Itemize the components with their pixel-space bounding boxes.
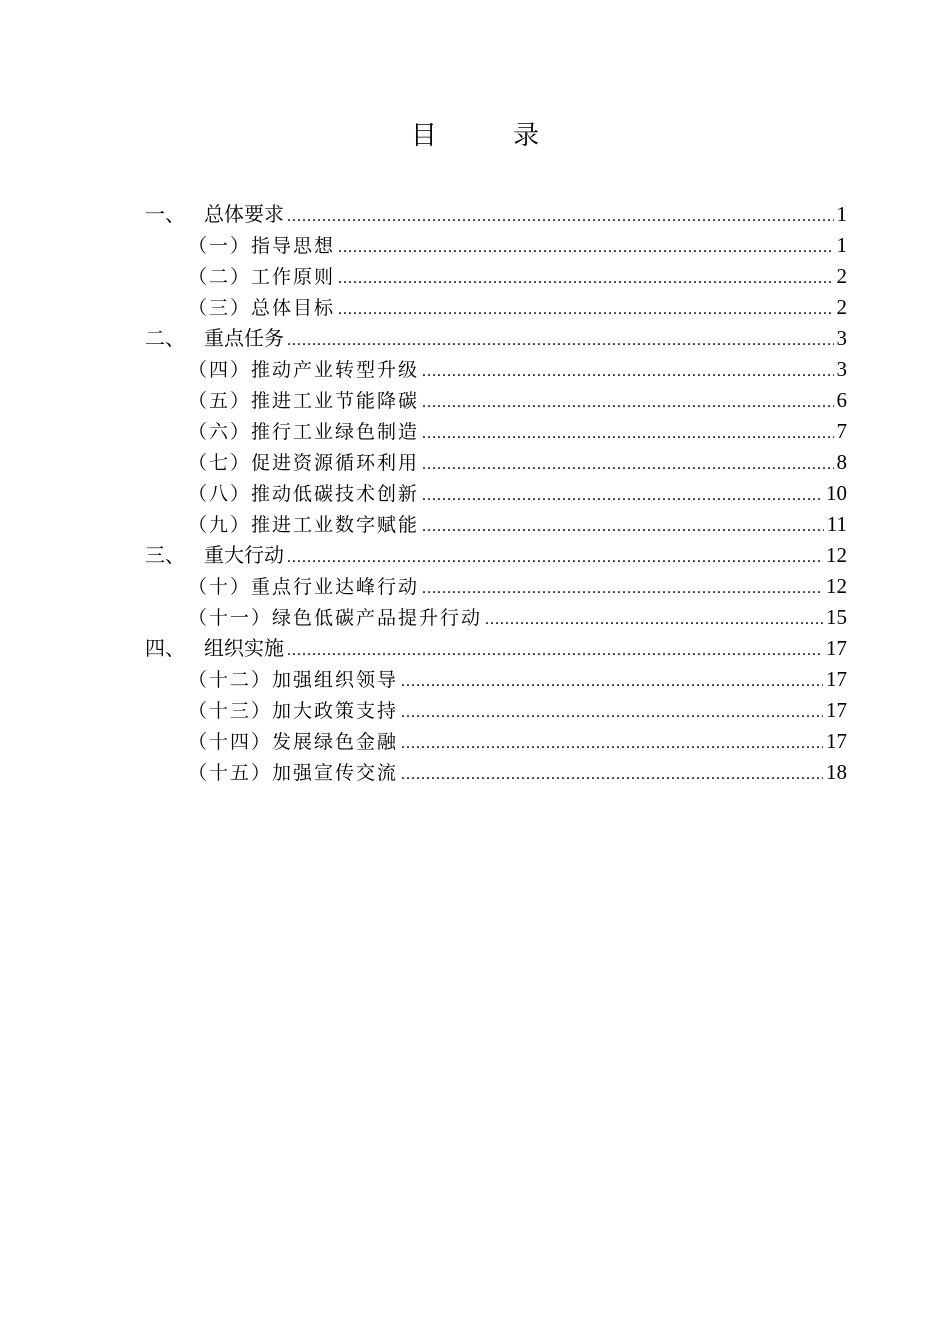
toc-entry-title: （四）推动产业转型升级: [188, 359, 420, 381]
toc-entry-subsection-12[interactable]: [145, 664, 847, 695]
toc-entry-section-1[interactable]: [145, 199, 847, 230]
toc-entry-title: （十三）加大政策支持: [188, 700, 399, 722]
toc-entry-label: [145, 633, 284, 664]
toc-entry-title: （十）重点行业达峰行动: [188, 576, 420, 598]
toc-entry-number: 二、: [145, 326, 185, 350]
dot-leader: [401, 697, 823, 728]
toc-page-number: 6: [836, 388, 847, 412]
toc-page-number: 7: [836, 419, 847, 443]
toc-entry-title: （十四）发展绿色金融: [188, 731, 399, 753]
page-title: 目 录: [410, 121, 574, 151]
toc-entry-section-3[interactable]: [145, 540, 847, 571]
dot-leader: [422, 356, 833, 387]
dot-leader: [422, 511, 824, 542]
toc-page-number: 17: [826, 636, 847, 660]
toc-page-number: 3: [836, 326, 847, 350]
toc-entry-label: [145, 323, 284, 354]
dot-leader: [422, 480, 823, 511]
toc-entry-label: [145, 199, 284, 230]
toc-entry-subsection-7[interactable]: [145, 447, 847, 478]
toc-entry-title: 重点任务: [204, 326, 284, 350]
dot-leader: [287, 201, 834, 232]
toc-entry-number: 四、: [145, 636, 185, 660]
toc-entry-section-2[interactable]: [145, 323, 847, 354]
toc-page-number: 12: [826, 543, 847, 567]
toc-page-number: 8: [836, 450, 847, 474]
toc-page-number: 1: [836, 233, 847, 257]
toc-entry-subsection-9[interactable]: [145, 509, 847, 540]
toc-entry-number: 一、: [145, 202, 185, 226]
toc-entry-subsection-1[interactable]: [145, 230, 847, 261]
toc-entry-title: （三）总体目标: [188, 297, 336, 319]
toc-entry-title: 总体要求: [204, 202, 284, 226]
dot-leader: [422, 449, 833, 480]
dot-leader: [422, 387, 833, 418]
dot-leader: [338, 263, 833, 294]
toc-entry-title: （十五）加强宣传交流: [188, 762, 399, 784]
toc-entry-title: （六）推行工业绿色制造: [188, 421, 420, 443]
toc-entry-section-4[interactable]: [145, 633, 847, 664]
table-of-contents: [145, 199, 847, 788]
toc-entry-subsection-5[interactable]: [145, 385, 847, 416]
toc-entry-label: [145, 540, 284, 571]
toc-page-number: 3: [836, 357, 847, 381]
toc-page-number: 2: [836, 295, 847, 319]
toc-entry-subsection-15[interactable]: [145, 757, 847, 788]
toc-entry-title: （九）推进工业数字赋能: [188, 514, 420, 536]
toc-page-number: 2: [836, 264, 847, 288]
dot-leader: [401, 759, 823, 790]
toc-entry-subsection-13[interactable]: [145, 695, 847, 726]
toc-page-number: 11: [826, 512, 847, 536]
toc-entry-title: （五）推进工业节能降碳: [188, 390, 420, 412]
dot-leader: [338, 294, 833, 325]
dot-leader: [422, 573, 823, 604]
toc-page-number: 17: [826, 698, 847, 722]
toc-page-number: 10: [826, 481, 847, 505]
toc-entry-subsection-4[interactable]: [145, 354, 847, 385]
toc-entry-subsection-3[interactable]: [145, 292, 847, 323]
dot-leader: [422, 418, 833, 449]
toc-page-number: 1: [836, 202, 847, 226]
toc-page-number: 17: [826, 667, 847, 691]
dot-leader: [338, 232, 833, 263]
toc-entry-title: （十二）加强组织领导: [188, 669, 399, 691]
toc-entry-subsection-6[interactable]: [145, 416, 847, 447]
toc-entry-title: （七）促进资源循环利用: [188, 452, 420, 474]
toc-entry-number: 三、: [145, 543, 185, 567]
toc-entry-title: 组织实施: [204, 636, 284, 660]
dot-leader: [287, 542, 823, 573]
toc-page-number: 15: [826, 605, 847, 629]
toc-page-number: 17: [826, 729, 847, 753]
dot-leader: [485, 604, 823, 635]
toc-entry-title: 重大行动: [204, 543, 284, 567]
toc-entry-title: （八）推动低碳技术创新: [188, 483, 420, 505]
dot-leader: [401, 728, 823, 759]
toc-entry-subsection-10[interactable]: [145, 571, 847, 602]
dot-leader: [287, 325, 834, 356]
dot-leader: [401, 666, 823, 697]
toc-page-number: 12: [826, 574, 847, 598]
toc-entry-title: （一）指导思想: [188, 235, 336, 257]
toc-entry-subsection-14[interactable]: [145, 726, 847, 757]
dot-leader: [287, 635, 823, 666]
toc-page-number: 18: [826, 760, 847, 784]
toc-entry-subsection-8[interactable]: [145, 478, 847, 509]
toc-entry-subsection-11[interactable]: [145, 602, 847, 633]
toc-entry-title: （二）工作原则: [188, 266, 336, 288]
toc-entry-subsection-2[interactable]: [145, 261, 847, 292]
toc-entry-title: （十一）绿色低碳产品提升行动: [188, 607, 483, 629]
